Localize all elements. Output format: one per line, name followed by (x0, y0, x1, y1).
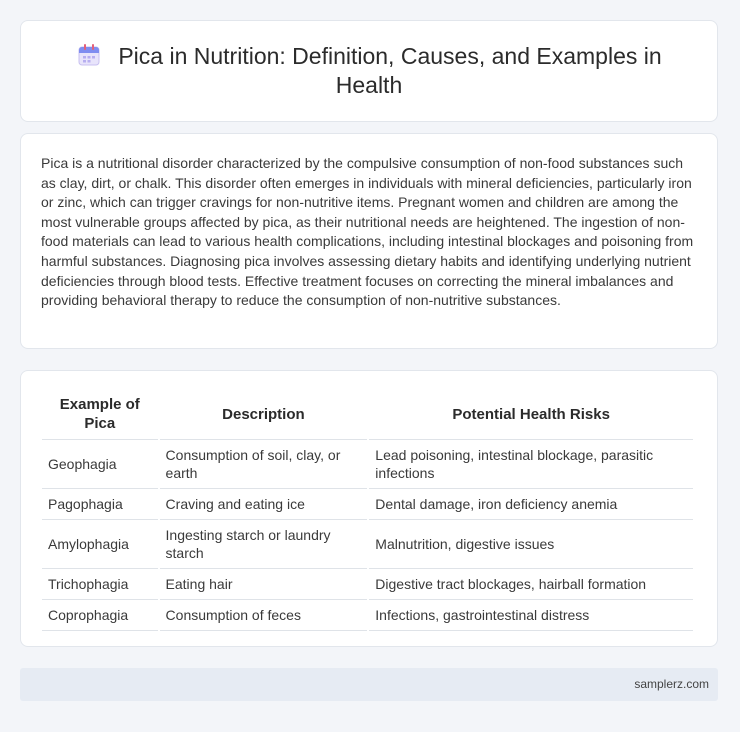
intro-paragraph: Pica is a nutritional disorder characterized by the compulsive consumption of non-food substances such as clay, dirt, or chalk. This disorder often emerges in individuals with mineral deficiencies, particularly iron or zinc, which can trigger cravings for non-nutritive items. Pregnant women and children are among the most vulnerable groups affected by pica, as their nutritional needs are heightened. The ingestion of non-food materials can lead to various health complications, including intestinal blockages and poisoning from harmful substances. Diagnosing pica involves assessing dietary habits and identifying underlying nutrient deficiencies through blood tests. Effective treatment focuses on correcting the mineral imbalances and providing behavioral therapy to reduce the consumption of non-nutritive substances. (41, 155, 694, 309)
footer-site-link[interactable]: samplerz.com (634, 677, 709, 691)
header-description: Description (160, 393, 368, 440)
cell-risks: Infections, gastrointestinal distress (369, 600, 693, 631)
cell-risks: Digestive tract blockages, hairball formation (369, 569, 693, 600)
cell-description: Consumption of soil, clay, or earth (160, 440, 368, 489)
cell-description: Consumption of feces (160, 600, 368, 631)
table-row (42, 520, 693, 569)
cell-description: Eating hair (160, 569, 368, 600)
calendar-icon (76, 42, 102, 68)
cell-description: Craving and eating ice (160, 489, 368, 520)
table-row (42, 440, 693, 489)
table-row (42, 489, 693, 520)
cell-risks: Lead poisoning, intestinal blockage, parasitic infections (369, 440, 693, 489)
cell-risks: Dental damage, iron deficiency anemia (369, 489, 693, 520)
cell-example: Trichophagia (42, 569, 158, 600)
header-example: Example of Pica (42, 393, 158, 440)
cell-risks: Malnutrition, digestive issues (369, 520, 693, 569)
table-row (42, 600, 693, 631)
cell-example: Geophagia (42, 440, 158, 489)
cell-example: Pagophagia (42, 489, 158, 520)
table-card (20, 370, 718, 647)
footer-bar (20, 668, 718, 701)
cell-example: Amylophagia (42, 520, 158, 569)
table-row (42, 569, 693, 600)
table-header-row (42, 393, 693, 440)
intro-card (20, 133, 718, 349)
page-title-text: Pica in Nutrition: Definition, Causes, and Examples in Health (118, 43, 662, 98)
cell-description: Ingesting starch or laundry starch (160, 520, 368, 569)
page-title (49, 42, 689, 100)
cell-example: Coprophagia (42, 600, 158, 631)
header-risks: Potential Health Risks (369, 393, 693, 440)
pica-examples-table (40, 393, 695, 631)
header-card (20, 20, 718, 122)
